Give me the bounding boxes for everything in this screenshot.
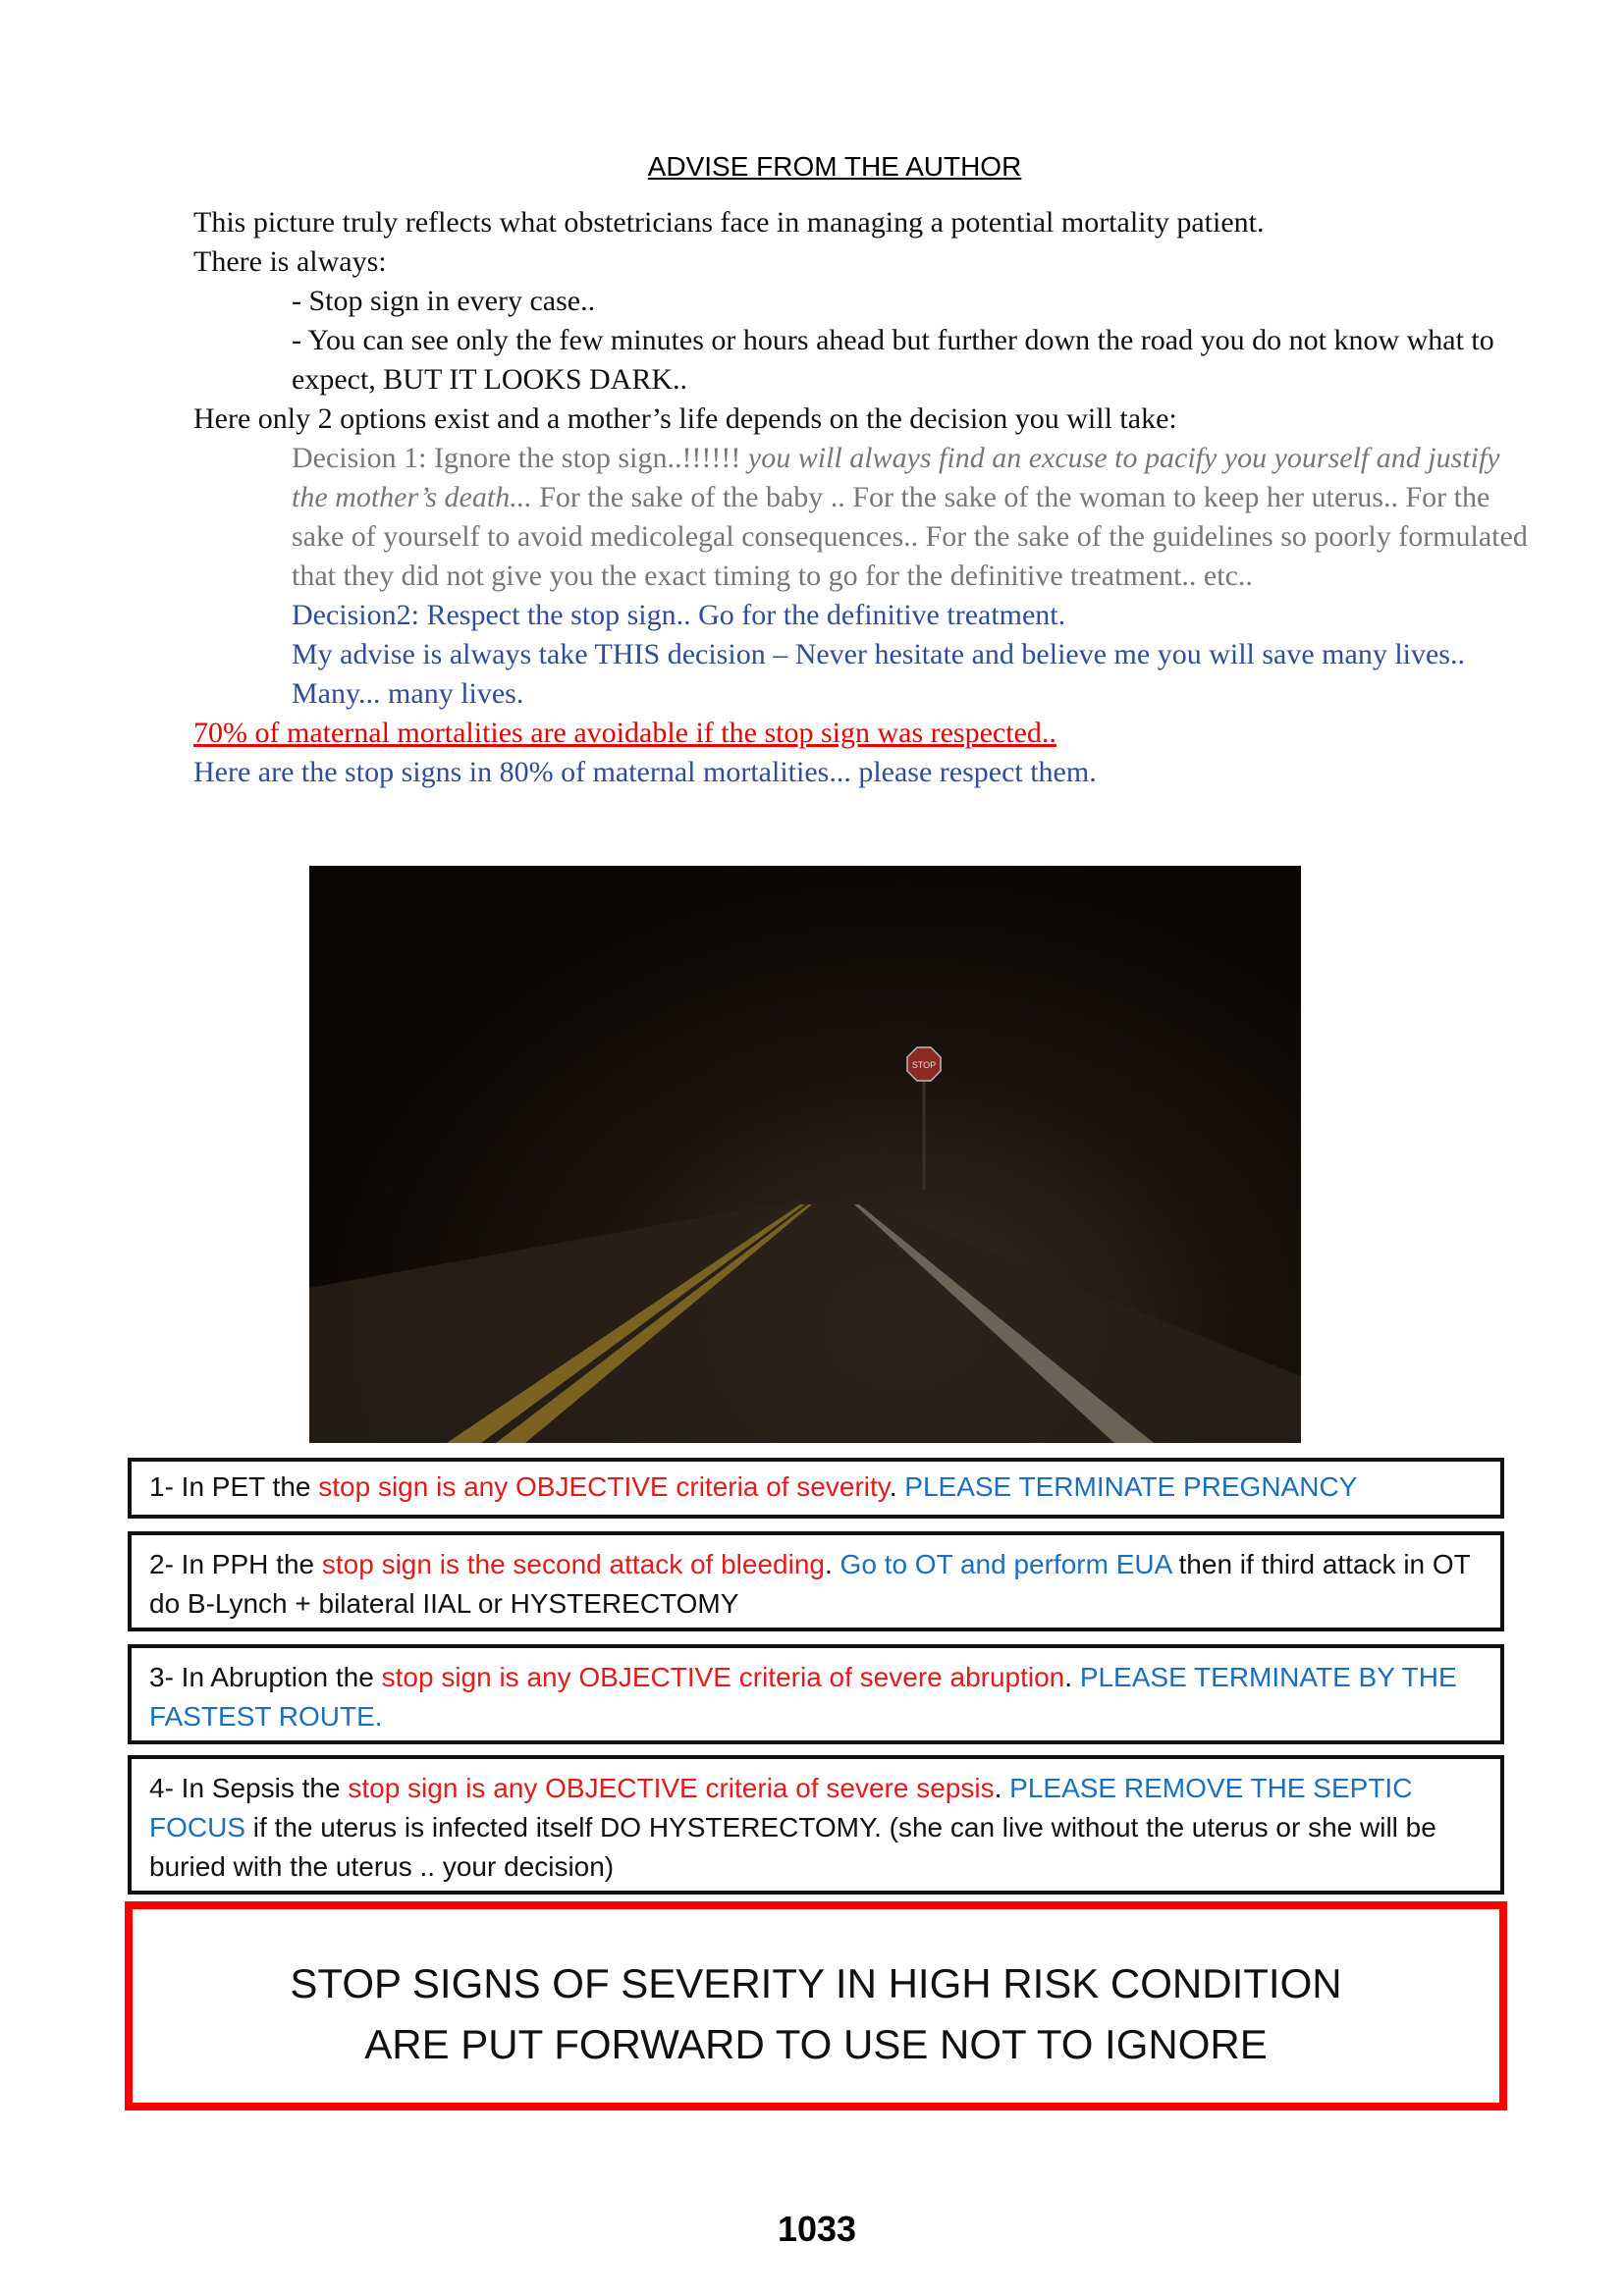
box-text: 1- In PET the [149, 1471, 319, 1502]
intro-line: There is always: [193, 245, 387, 278]
advice-text [193, 203, 1529, 792]
intro-line: This picture truly reflects what obstetricians face in managing a potential mortality patient. [193, 206, 1265, 239]
decision-1-italic: you will always find an excuse to pacify you yourself and justify the mother’s death... [292, 442, 1500, 513]
decision-1-label: Decision 1: Ignore the stop sign..!!!!!! [292, 442, 748, 474]
dark-road-photo [309, 866, 1301, 1443]
stop-sign-box-pet [128, 1458, 1504, 1519]
box-text: 2- In PPH the [149, 1549, 322, 1579]
bullet-item: - Stop sign in every case.. [292, 285, 596, 317]
stop-sign-box-pph [128, 1531, 1504, 1631]
box-text: then if third attack in OT do B-Lynch + bilateral IIAL or HYSTERECTOMY [149, 1549, 1471, 1619]
warning-line: ARE PUT FORWARD TO USE NOT TO IGNORE [364, 2021, 1268, 2067]
action-text: PLEASE REMOVE THE SEPTIC FOCUS [149, 1773, 1413, 1842]
stop-sign-criteria: stop sign is any OBJECTIVE criteria of severity [318, 1471, 890, 1502]
box-text: . [1064, 1662, 1080, 1692]
action-text: PLEASE TERMINATE PREGNANCY [904, 1471, 1358, 1502]
stop-sign-criteria: stop sign is the second attack of bleeding [321, 1549, 825, 1579]
decision-1 [193, 439, 1529, 596]
bullet-item: - You can see only the few minutes or hours ahead but further down the road you do not know what to expect, BUT IT LOOKS DARK.. [292, 324, 1494, 396]
action-text: Go to OT and perform EUA [839, 1549, 1171, 1579]
options-line: Here only 2 options exist and a mother’s life depends on the decision you will take: [193, 402, 1177, 435]
page-number: 1033 [777, 2209, 857, 2249]
stop-sign-label: STOP [911, 1060, 937, 1070]
box-text: 4- In Sepsis the [149, 1773, 349, 1803]
warning-line: STOP SIGNS OF SEVERITY IN HIGH RISK CONDITION [290, 1960, 1342, 2006]
stop-sign-box-sepsis [128, 1755, 1504, 1895]
section-title: ADVISE FROM THE AUTHOR [647, 151, 1022, 182]
stop-sign-box-abruption [128, 1644, 1504, 1744]
author-advise: My advise is always take THIS decision – Never hesitate and believe me you will save many lives.. Many... many lives. [292, 638, 1465, 710]
road-illustration [309, 866, 1301, 1443]
box-text: if the uterus is infected itself DO HYSTERECTOMY. (she can live without the uterus or she will be buried with the uterus .. your decision) [149, 1812, 1436, 1882]
stop-sign-criteria: stop sign is any OBJECTIVE criteria of severe sepsis [348, 1773, 995, 1803]
box-text: . [994, 1773, 1010, 1803]
decision-2: Decision2: Respect the stop sign.. Go for the definitive treatment. [292, 599, 1066, 631]
action-text: PLEASE TERMINATE BY THE FASTEST ROUTE. [149, 1662, 1457, 1732]
mortality-statement: 70% of maternal mortalities are avoidable if the stop sign was respected.. [193, 717, 1056, 749]
box-text: 3- In Abruption the [149, 1662, 382, 1692]
stop-signs-intro: Here are the stop signs in 80% of maternal mortalities... please respect them. [193, 756, 1097, 788]
decision-1-rest: For the sake of the baby .. For the sake of the woman to keep her uterus.. For the sake of yourself to avoid medicolegal consequences.. For the sake of the guidelines so poorly formulated that they did not give you the exact timing to go for the definitive treatment.. etc.. [292, 481, 1528, 592]
box-text: . [889, 1471, 905, 1502]
box-text: . [824, 1549, 840, 1579]
stop-sign-criteria: stop sign is any OBJECTIVE criteria of severe abruption [381, 1662, 1065, 1692]
final-warning-box [125, 1901, 1507, 2110]
